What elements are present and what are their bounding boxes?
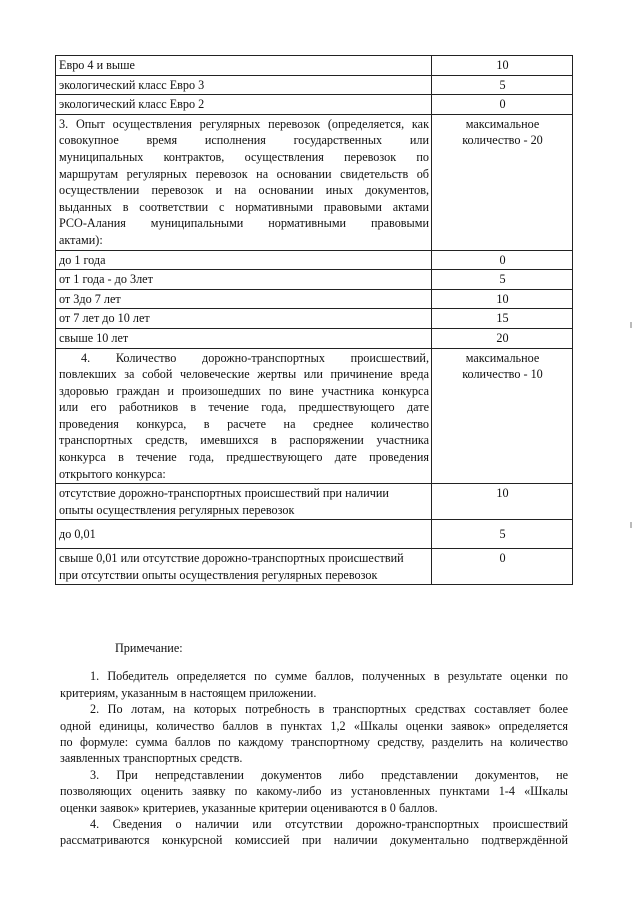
section4-line: повлекших за собой человеческие жертвы или причинение вреда (59, 367, 429, 382)
section3-line: актами): (59, 232, 103, 247)
table-row (56, 289, 573, 309)
criterion-cell (56, 549, 432, 585)
criteria-table (55, 55, 573, 585)
criterion-cell: до 0,01 (56, 520, 432, 549)
note-line: 1. Победитель определяется по сумме баллов, полученных в результате оценки по (90, 669, 568, 684)
criterion-line: при отсутствии опыты осуществления регулярных перевозок (59, 567, 378, 582)
score-cell: 10 (432, 484, 573, 520)
score-cell: 0 (432, 250, 573, 270)
section3-line: маршрутам регулярных перевозок на основании свидетельств об (59, 166, 429, 181)
section3-line: 3. Опыт осуществления регулярных перевозок (определяется, как (59, 116, 429, 131)
score-cell: 5 (432, 75, 573, 95)
criterion-cell: от 7 лет до 10 лет (56, 309, 432, 329)
note-line: по формуле: сумма баллов по каждому транспортному средству, разделить на количество (60, 735, 568, 750)
section4-header-row (56, 348, 573, 484)
criterion-cell (56, 484, 432, 520)
criterion-cell: свыше 10 лет (56, 328, 432, 348)
criterion-cell: экологический класс Евро 3 (56, 75, 432, 95)
section3-header-row (56, 114, 573, 250)
table-row (56, 250, 573, 270)
section3-line: РСО-Алания муниципальными нормативными правовыми (59, 216, 429, 231)
note-line: позволяющих оценить заявку по какому-либо из установленных пунктами 1-4 «Шкалы (60, 784, 568, 799)
table-row (56, 549, 573, 585)
section4-line: открытого конкурса: (59, 466, 166, 481)
note-line: заявленных транспортных средств. (60, 751, 243, 766)
table-row (56, 56, 573, 76)
table-row (56, 484, 573, 520)
note-line: оценки заявок» критериев, указанные критерии оцениваются в 0 баллов. (60, 800, 438, 815)
section4-line: или его работников в течение года, предшествующего дате (59, 400, 429, 415)
note-line: 4. Сведения о наличии или отсутствии дорожно-транспортных происшествий (90, 817, 568, 832)
criterion-cell: экологический класс Евро 2 (56, 95, 432, 115)
note-line: одной единицы, количество баллов в пунктах 1,2 «Шкалы оценки заявок» определяется (60, 718, 568, 733)
note-paragraph (60, 816, 568, 849)
notes-section (60, 640, 568, 849)
section4-line: здоровью граждан и произошедших по вине участника конкурса (59, 383, 429, 398)
section4-max-line2: количество - 10 (462, 367, 543, 382)
section4-line: транспортных средств, имевшихся в распоряжении участника (59, 433, 429, 448)
section4-max-line1: максимальное (465, 350, 540, 365)
criterion-cell: от 1 года - до 3лет (56, 270, 432, 290)
section3-max (432, 114, 573, 250)
table-row (56, 75, 573, 95)
table-row (56, 270, 573, 290)
table-row (56, 520, 573, 549)
criterion-line: отсутствие дорожно-транспортных происшествий при наличии (59, 486, 389, 501)
section3-max-line2: количество - 20 (462, 133, 543, 148)
table-row (56, 328, 573, 348)
criterion-cell: от 3до 7 лет (56, 289, 432, 309)
score-cell: 15 (432, 309, 573, 329)
section3-description (56, 114, 432, 250)
note-paragraph (60, 767, 568, 816)
section3-line: совокупное время исполнения государственных или (59, 133, 429, 148)
section4-line: проведения конкурса, в расчете на среднее количество (59, 416, 429, 431)
table-row (56, 309, 573, 329)
note-line: рассматриваются конкурсной комиссией при наличии документально подтверждённой (60, 833, 568, 848)
scan-mark (630, 322, 632, 328)
criterion-cell: до 1 года (56, 250, 432, 270)
scan-mark (630, 522, 632, 528)
score-cell: 5 (432, 520, 573, 549)
score-cell: 20 (432, 328, 573, 348)
section3-line: муниципальных контрактов, осуществления перевозок по (59, 149, 429, 164)
score-cell: 10 (432, 56, 573, 76)
table-row (56, 95, 573, 115)
score-cell: 5 (432, 270, 573, 290)
criterion-line: опыты осуществления регулярных перевозок (59, 502, 295, 517)
section3-line: выданных в соответствии с нормативными правовыми актами (59, 199, 429, 214)
score-cell: 0 (432, 549, 573, 585)
note-line: 2. По лотам, на которых потребность в транспортных средствах составляет более (90, 702, 568, 717)
section4-line: конкурса в течение года, предшествующего дате проведения (59, 450, 429, 465)
section4-description (56, 348, 432, 484)
section4-line: 4. Количество дорожно-транспортных происшествий, (81, 350, 429, 365)
section3-line: осуществлении перевозок и на основании иных документов, (59, 183, 429, 198)
section3-max-line1: максимальное (465, 116, 540, 131)
notes-title: Примечание: (115, 641, 183, 655)
note-paragraph (60, 668, 568, 701)
criterion-line: свыше 0,01 или отсутствие дорожно-транспортных происшествий (59, 551, 404, 566)
criterion-cell: Евро 4 и выше (56, 56, 432, 76)
note-line: критериям, указанным в настоящем приложении. (60, 685, 317, 700)
note-line: 3. При непредставлении документов либо представлении документов, не (90, 767, 568, 782)
score-cell: 10 (432, 289, 573, 309)
section4-max (432, 348, 573, 484)
note-paragraph (60, 701, 568, 767)
score-cell: 0 (432, 95, 573, 115)
